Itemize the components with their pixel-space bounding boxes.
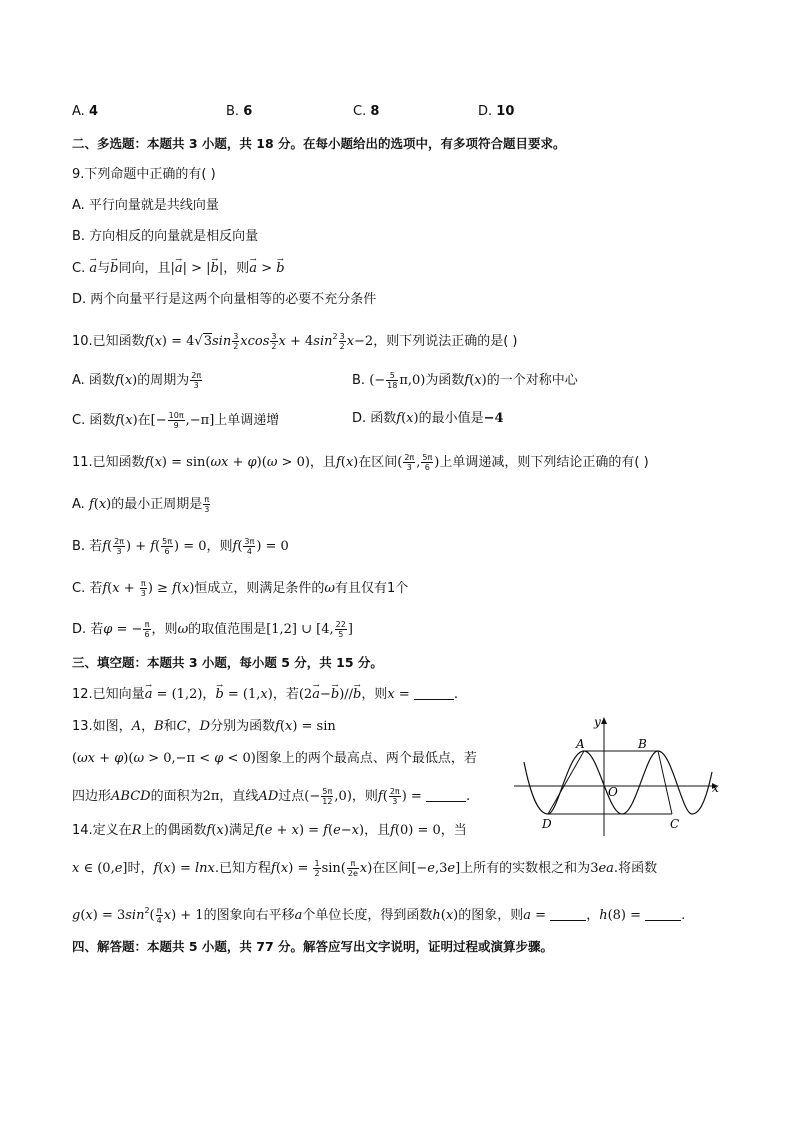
point-c-label: C xyxy=(670,817,680,831)
origin-label: O xyxy=(608,785,618,799)
q9-option-b: B. 方向相反的向量就是相反向量 xyxy=(72,229,259,244)
y-label: y xyxy=(594,715,601,729)
point-b-label: B xyxy=(638,737,647,751)
q10-option-a: A. 函数f(x)的周期为 $\frac{2\pi}{3}$ xyxy=(72,371,202,390)
q8-option-d: D. 10 xyxy=(478,104,515,119)
section-2-heading: 二、多选题：本题共 3 小题，共 18 分。在每小题给出的选项中，有多项符合题目要求。 xyxy=(72,136,566,151)
point-a-label: A xyxy=(576,737,585,751)
y-axis-arrow xyxy=(601,717,607,724)
q8-option-a: A. 4 xyxy=(72,104,98,119)
q14-line-1: 14.定义在R上的偶函数f(x)满足f(e + x) = f(e−x)，且f(0) = 0，当 xyxy=(72,823,467,838)
q9-option-a: A. 平行向量就是共线向量 xyxy=(72,198,219,213)
q9-stem: 9.下列命题中正确的有( ) xyxy=(72,167,216,182)
q9-option-d: D. 两个向量平行是这两个向量相等的必要不充分条件 xyxy=(72,292,377,307)
q10-stem: 10.已知函数f(x) = 4√3sin $\frac{3}{2}$ xcos $\frac{3}{2}$ $x + 4\sin^2$ $\frac{3}{2}$ x−2，则下列说法正确的是( ) xyxy=(72,332,518,351)
section-4-heading: 四、解答题：本题共 5 小题，共 77 分。解答应写出文字说明，证明过程或演算步骤。 xyxy=(72,939,554,954)
q10-option-b: B. (− $\frac{5}{18}$ π,0)为函数f(x)的一个对称中心 xyxy=(352,371,578,390)
q10-option-d: D. 函数f(x)的最小值是−4 xyxy=(352,411,504,426)
q12: 12.已知向量→ a = (1,2)，→ b = (1,x)，若(2→ a−→ b)//→ b，则x = . xyxy=(72,687,458,703)
q8-option-c: C. 8 xyxy=(353,104,380,119)
q14-line-2: x ∈ (0,e]时，f(x) = lnx.已知方程f(x) = $\frac{1}{2}$ sin( $\frac{\pi}{2e}$ x)在区间[−e,3e]上所有的实数根之和为3ea.将函数 xyxy=(72,859,658,878)
segment-bc xyxy=(658,751,672,814)
q11-option-c: C. 若f(x + $\frac{\pi}{3}$ ) ≥ f(x)恒成立，则满足条件的ω有且仅有1个 xyxy=(72,579,409,598)
q13-line-3: 四边形ABCD的面积为2π，直线AD过点(− $\frac{5\pi}{12}$ ,0)，则f( $\frac{2\pi}{3}$ ) = . xyxy=(72,787,471,806)
q11-option-a: A. f(x)的最小正周期是 $\frac{\pi}{3}$ xyxy=(72,495,210,514)
q11-option-d: D. 若φ = − $\frac{\pi}{6}$ ，则ω的取值范围是[1,2] ∪ [4, $\frac{22}{5}$ ] xyxy=(72,620,353,639)
q13-line-2: (ωx + φ)(ω > 0,−π < φ < 0)图象上的两个最高点、两个最低点，若 xyxy=(72,751,477,766)
q14-line-3: $g(x) = 3\sin^2$( $\frac{\pi}{4}$ x) + 1的图象向右平移a个单位长度，得到函数h(x)的图象，则a = ，h(8) = . xyxy=(72,906,686,925)
q13-line-1: 13.如图，A，B和C，D分别为函数f(x) = sin xyxy=(72,719,336,734)
point-d-label: D xyxy=(542,817,552,831)
q11-stem: 11.已知函数f(x) = sin(ωx + φ)(ω > 0)，且f(x)在区间( $\frac{2\pi}{3}$ , $\frac{5\pi}{6}$ )上单调递减，则下列结论正确的有( ) xyxy=(72,453,649,472)
q11-option-b: B. 若f( $\frac{2\pi}{3}$ ) + f( $\frac{5\pi}{6}$ ) = 0，则f( $\frac{3\pi}{4}$ ) = 0 xyxy=(72,537,289,556)
x-label: x xyxy=(712,781,719,795)
q9-option-c: C. → a与→ b同向，且|→ a| > |→ b|，则→ a > → b xyxy=(72,261,285,277)
sine-curve xyxy=(524,751,712,814)
q8-option-b: B. 6 xyxy=(226,104,253,119)
sine-graph-figure xyxy=(512,712,720,842)
section-3-heading: 三、填空题：本题共 3 小题，每小题 5 分，共 15 分。 xyxy=(72,655,383,670)
segment-ad xyxy=(548,751,584,814)
q10-option-c: C. 函数f(x)在[− $\frac{10\pi}{9}$ ,−π]上单调递增 xyxy=(72,411,280,430)
